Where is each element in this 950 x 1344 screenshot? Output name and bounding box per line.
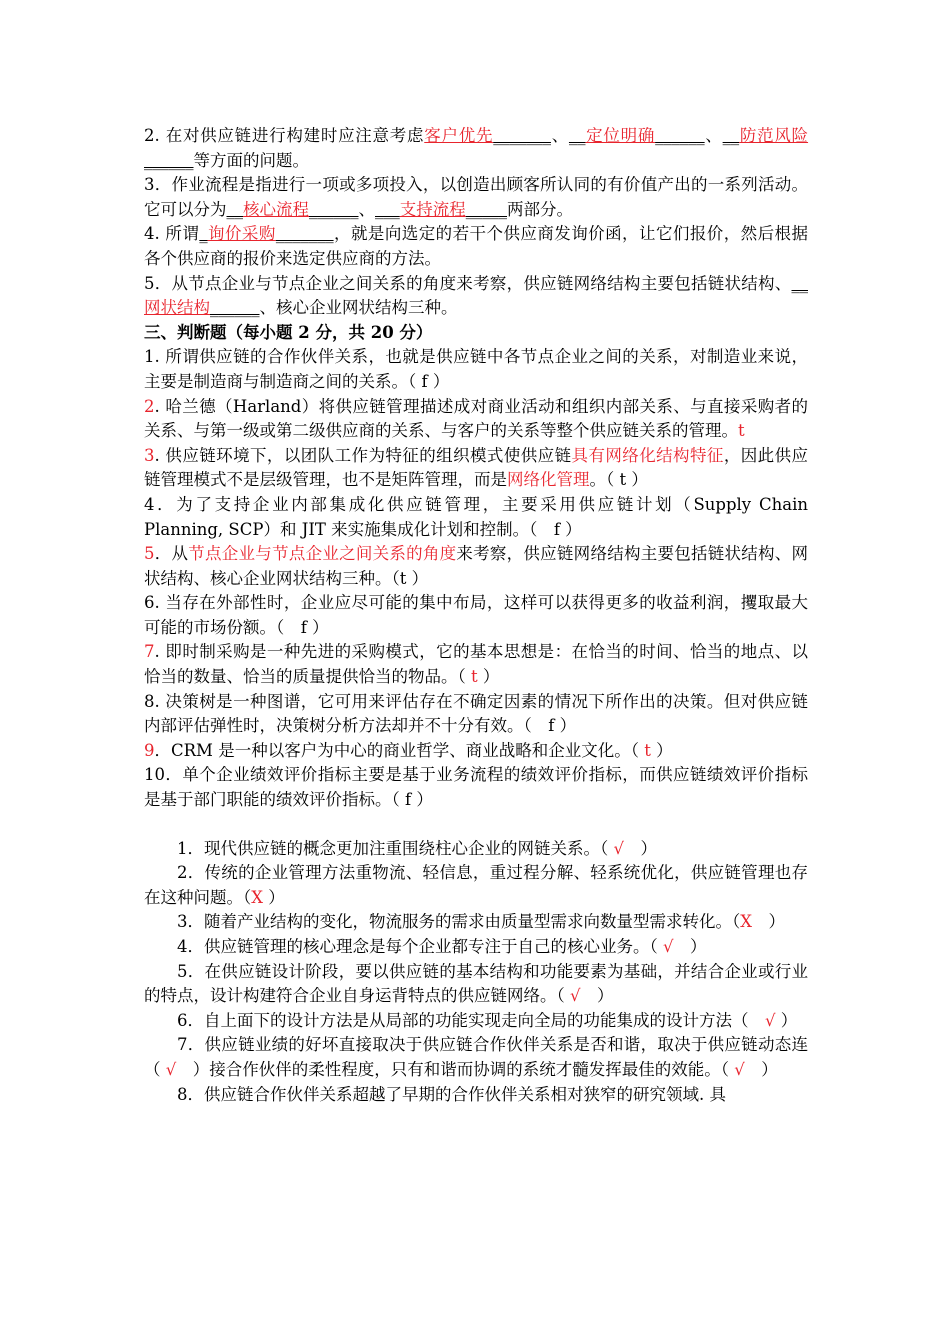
document-content bbox=[144, 124, 808, 1107]
true-false-question-t1 bbox=[144, 837, 808, 862]
judgment-question-j7 bbox=[144, 640, 808, 689]
question-text: 1．现代供应链的概念更加注重围绕柱心企业的网链关系。（ bbox=[177, 838, 614, 858]
question-text: ） bbox=[744, 1059, 778, 1079]
blank-line: ______ bbox=[144, 150, 194, 170]
true-false-question-t6 bbox=[144, 1009, 808, 1034]
answer-text: √ bbox=[570, 986, 581, 1006]
section-heading-judgment: 三、判断题（每小题 2 分，共 20 分） bbox=[144, 322, 433, 342]
blank-line: ___ bbox=[375, 199, 400, 219]
true-false-section bbox=[144, 837, 808, 1108]
true-false-question-t8 bbox=[144, 1083, 808, 1108]
judgment-question-j10 bbox=[144, 763, 808, 812]
spacer bbox=[144, 813, 808, 837]
question-text: 4．供应链管理的核心理念是每个企业都专注于自己的核心业务。（ bbox=[177, 937, 663, 956]
question-text: ．从 bbox=[154, 544, 189, 564]
answer-text: 具有网络化结构特征 bbox=[571, 445, 724, 465]
question-text: 6．自上面下的设计方法是从局部的功能实现走向全局的功能集成的设计方法（ bbox=[177, 1010, 765, 1030]
question-text: 6. 当存在外部性时，企业应尽可能的集中布局，这样可以获得更多的收益利润，攫取最大可能的市场份额。（ f ） bbox=[144, 593, 808, 637]
answer-text: t bbox=[644, 740, 651, 760]
true-false-question-t4 bbox=[144, 935, 808, 960]
judgment-question-j2 bbox=[144, 395, 808, 444]
question-text: 等方面的问题。 bbox=[193, 150, 309, 170]
question-text: 。（ t ） bbox=[589, 470, 648, 490]
question-text: ，就是向选定的若干个供应商发询价函，让它们报价，然后根据各个供应商的报价来选定供应商的方法。 bbox=[144, 224, 809, 268]
question-text: ） bbox=[673, 937, 707, 956]
question-text: ．CRM 是一种以客户为中心的商业哲学、商业战略和企业文化。（ bbox=[154, 740, 645, 760]
true-false-question-t7 bbox=[144, 1033, 808, 1082]
question-text: ） bbox=[263, 887, 285, 907]
judgment-question-j6 bbox=[144, 591, 808, 640]
answer-text: 2 bbox=[144, 396, 155, 416]
question-text: ） bbox=[775, 1010, 798, 1030]
blank-line: __ bbox=[722, 126, 740, 145]
question-text: ） bbox=[650, 740, 673, 760]
judgment-question-j8 bbox=[144, 690, 808, 739]
blank-line: __ bbox=[791, 273, 808, 293]
question-text: 2．传统的企业管理方法重物流、轻信息，重过程分解、轻系统优化，供应链管理也存在这种问题。（ bbox=[144, 863, 808, 907]
question-text: 5．在供应链设计阶段，要以供应链的基本结构和功能要素为基础，并结合企业或行业的特点，设计构建符合企业自身运背特点的供应链网络。（ bbox=[144, 961, 808, 1006]
answer-text: t bbox=[471, 667, 478, 687]
question-text: ） bbox=[580, 986, 614, 1006]
question-text: 7．供应链业绩的好坏直接取决于供应链合作伙伴关系是否和谐，取决于供应链动态连（ bbox=[144, 1035, 808, 1079]
answer-text: 5 bbox=[144, 544, 155, 564]
question-text: ） bbox=[477, 667, 500, 687]
question-text: 、核心企业网状结构三种。 bbox=[259, 298, 458, 318]
answer-text: X bbox=[740, 912, 752, 932]
question-text: ）接合作伙伴的柔性程度，只有和谐而协调的系统才髓发挥最佳的效能。（ bbox=[176, 1059, 735, 1079]
question-text: 3．随着产业结构的变化，物流服务的需求由质量型需求向数量型需求转化。（ bbox=[177, 912, 741, 932]
question-text: 来考察，供应链网络结构主要包括链状结构、网状结构、核心企业网状结构三种。（t ） bbox=[144, 544, 809, 588]
blank-line: __ bbox=[226, 199, 243, 219]
blank-line: ______ bbox=[210, 298, 260, 318]
answer-text: 防范风险 bbox=[739, 126, 809, 145]
answer-text: 节点企业与节点企业之间关系的角度 bbox=[188, 544, 457, 564]
answer-text: 询价采购 bbox=[207, 224, 276, 244]
answer-text: √ bbox=[165, 1059, 177, 1079]
question-text: 1. 所谓供应链的合作伙伴关系，也就是供应链中各节点企业之间的关系，对制造业来说，主要是制造商与制造商之间的关系。（ f ） bbox=[144, 347, 808, 391]
answer-text: 7 bbox=[144, 642, 155, 662]
answer-text: 核心流程 bbox=[243, 199, 309, 219]
fill-blank-question-q2 bbox=[144, 124, 808, 173]
question-text: 10．单个企业绩效评价指标主要是基于业务流程的绩效评价指标，而供应链绩效评价指标是基于部门职能的绩效评价指标。（ f ） bbox=[144, 765, 808, 810]
question-text: . 即时制采购是一种先进的采购模式，它的基本思想是：在恰当的时间、恰当的地点、以恰当的数量、恰当的质量提供恰当的物品。（ bbox=[144, 642, 808, 687]
true-false-question-t2 bbox=[144, 861, 808, 910]
judgment-question-j4 bbox=[144, 493, 808, 542]
answer-text: X bbox=[251, 887, 263, 907]
answer-text: 网状结构 bbox=[144, 298, 210, 318]
true-false-question-t5 bbox=[144, 960, 808, 1009]
question-text: 、 bbox=[550, 126, 569, 145]
question-text: 4．为了支持企业内部集成化供应链管理，主要采用供应链计划（Supply Chain Planning, SCP）和 JIT 来实施集成化计划和控制。（ f ） bbox=[144, 494, 808, 539]
question-text: 4. 所谓 bbox=[144, 224, 200, 244]
blank-line: _ bbox=[199, 224, 208, 244]
question-text: ，因此供应链管理模式不是层级管理，也不是矩阵管理，而是 bbox=[144, 445, 809, 490]
judgment-question-j9 bbox=[144, 739, 808, 764]
answer-text: 网络化管理 bbox=[507, 470, 590, 490]
answer-text: 3 bbox=[144, 445, 155, 465]
blank-line: ______ bbox=[309, 199, 359, 219]
question-text: 、 bbox=[704, 126, 723, 145]
question-text: 3．作业流程是指进行一项或多项投入，以创造出顾客所认同的有价值产出的一系列活动。它可以分为 bbox=[144, 175, 808, 219]
question-text: 两部分。 bbox=[507, 199, 573, 219]
blank-line: __ bbox=[568, 126, 586, 145]
answer-text: √ bbox=[613, 838, 625, 858]
fill-blank-question-q5 bbox=[144, 272, 808, 321]
fill-blank-question-q4 bbox=[144, 222, 808, 271]
question-text: ） bbox=[624, 838, 658, 858]
judgment-question-j3 bbox=[144, 444, 808, 493]
blank-line: ______ bbox=[655, 126, 705, 145]
blank-line: _______ bbox=[275, 224, 334, 244]
fill-blank-question-q3 bbox=[144, 173, 808, 222]
question-text: . 哈兰德（Harland）将供应链管理描述成对商业活动和组织内部关系、与直接采购者的关系、与第一级或第二级供应商的关系、与客户的关系等整个供应链关系的管理。 bbox=[144, 396, 808, 441]
judgment-question-j5 bbox=[144, 542, 808, 591]
question-text: 、 bbox=[358, 199, 375, 219]
answer-text: 9 bbox=[144, 740, 155, 760]
answer-text: √ bbox=[765, 1010, 776, 1030]
true-false-question-t3 bbox=[144, 910, 808, 935]
blank-line: _____ bbox=[465, 199, 507, 219]
answer-text: √ bbox=[663, 937, 674, 956]
question-text: ） bbox=[752, 912, 785, 932]
answer-text: √ bbox=[734, 1059, 745, 1079]
judgment-question-j1 bbox=[144, 345, 808, 394]
answer-text: 定位明确 bbox=[585, 126, 656, 145]
question-text: 8．供应链合作伙伴关系超越了早期的合作伙伴关系相对狭窄的研究领域. 具 bbox=[177, 1084, 726, 1104]
fill-in-blank-section bbox=[144, 124, 808, 321]
answer-text: 客户优先 bbox=[424, 126, 494, 145]
question-text: 5．从节点企业与节点企业之间关系的角度来考察，供应链网络结构主要包括链状结构、 bbox=[144, 273, 792, 293]
answer-text: t bbox=[738, 421, 745, 441]
blank-line: _______ bbox=[493, 126, 551, 145]
question-text: 8. 决策树是一种图谱，它可用来评估存在不确定因素的情况下所作出的决策。但对供应链内部评估弹性时，决策树分析方法却并不十分有效。（ f ） bbox=[144, 691, 808, 736]
question-text: . 供应链环境下，以团队工作为特征的组织模式使供应链 bbox=[154, 445, 572, 465]
question-text: 2. 在对供应链进行构建时应注意考虑 bbox=[144, 126, 425, 145]
answer-text: 支持流程 bbox=[399, 199, 466, 219]
judgment-section bbox=[144, 345, 808, 812]
